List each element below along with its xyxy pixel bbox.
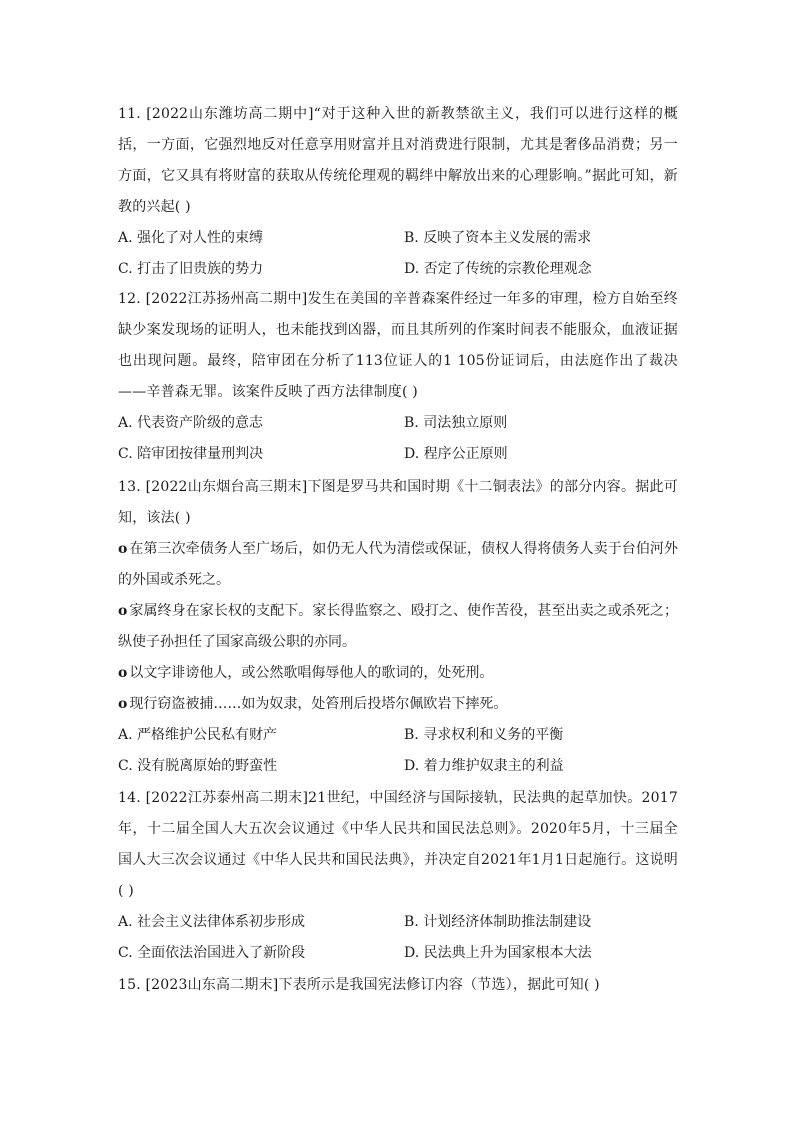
bullet-icon: o (118, 541, 128, 557)
option-a: A. 严格维护公民私有财产 (118, 727, 278, 743)
option-c: C. 没有脱离原始的野蛮性 (118, 758, 278, 774)
options-row (118, 439, 678, 470)
question-11 (118, 99, 678, 285)
bullet-icon: o (118, 603, 128, 619)
option-a: A. 代表资产阶级的意志 (118, 415, 264, 431)
options-row (118, 223, 678, 254)
option-b: B. 寻求权利和义务的平衡 (404, 727, 564, 743)
question-14 (118, 783, 678, 969)
options-row (118, 907, 678, 938)
question-stem: 15. [2023山东高二期末]下表所示是我国宪法修订内容（节选），据此可知( ) (118, 977, 600, 993)
question-15 (118, 970, 678, 1001)
law-excerpt-item: o 在第三次牵债务人至广场后，如仍无人代为清偿或保证，债权人得将债务人卖于台伯河外的外国或杀死之。 (118, 541, 678, 588)
option-b: B. 反映了资本主义发展的需求 (404, 230, 592, 246)
option-c: C. 陪审团按律量刑判决 (118, 446, 264, 462)
question-13 (118, 472, 678, 782)
bullet-icon: o (118, 665, 128, 681)
option-a: A. 强化了对人性的束缚 (118, 230, 264, 246)
option-d: D. 民法典上升为国家根本大法 (404, 945, 592, 961)
option-a: A. 社会主义法律体系初步形成 (118, 914, 306, 930)
option-c: C. 全面依法治国进入了新阶段 (118, 945, 306, 961)
question-stem: 11. [2022山东潍坊高二期中]“对于这种入世的新教禁欲主义，我们可以进行这样的概括，一方面，它强烈地反对任意享用财富并且对消费进行限制，尤其是奢侈品消费；另一方面，它又具有将财富的获取从传统伦理观的羁绊中解放出来的心理影响。”据此可知，新教的兴起( ) (118, 106, 678, 215)
option-d: D. 程序公正原则 (404, 446, 508, 462)
option-d: D. 否定了传统的宗教伦理观念 (404, 261, 592, 277)
option-d: D. 着力维护奴隶主的利益 (404, 758, 564, 774)
option-b: B. 司法独立原则 (404, 415, 508, 431)
law-excerpt-item: o 现行窃盗被捕……如为奴隶，处笞刑后投塔尔佩欧岩下摔死。 (118, 696, 508, 712)
question-stem: 13. [2022山东烟台高三期末]下图是罗马共和国时期《十二铜表法》的部分内容。据此可知，该法( ) (118, 479, 678, 526)
bullet-icon: o (118, 696, 128, 712)
law-excerpt-item: o 家属终身在家长权的支配下。家长得监察之、殴打之、使作苦役，甚至出卖之或杀死之；纵使子孙担任了国家高级公职的亦同。 (118, 603, 678, 650)
options-row (118, 751, 678, 782)
question-stem: 12. [2022江苏扬州高二期中]发生在美国的辛普森案件经过一年多的审理，检方自始至终缺少案发现场的证明人，也未能找到凶器，而且其所列的作案时间表不能服众，血液证据也出现问题。最终，陪审团在分析了113位证人的1 105份证词后，由法庭作出了裁决——辛普森无罪。该案件反映了西方法律制度( ) (118, 291, 678, 400)
option-c: C. 打击了旧贵族的势力 (118, 261, 264, 277)
law-excerpt-item: o 以文字诽谤他人，或公然歌唱侮辱他人的歌词的，处死刑。 (118, 665, 494, 681)
options-row (118, 720, 678, 751)
question-stem: 14. [2022江苏泰州高二期末]21世纪，中国经济与国际接轨，民法典的起草加快。2017年，十二届全国人大五次会议通过《中华人民共和国民法总则》。2020年5月，十三届全国人大三次会议通过《中华人民共和国民法典》，并决定自2021年1月1日起施行。这说明( ) (118, 790, 678, 899)
options-row (118, 254, 678, 285)
options-row (118, 938, 678, 969)
question-12 (118, 284, 678, 470)
options-row (118, 408, 678, 439)
option-b: B. 计划经济体制助推法制建设 (404, 914, 592, 930)
